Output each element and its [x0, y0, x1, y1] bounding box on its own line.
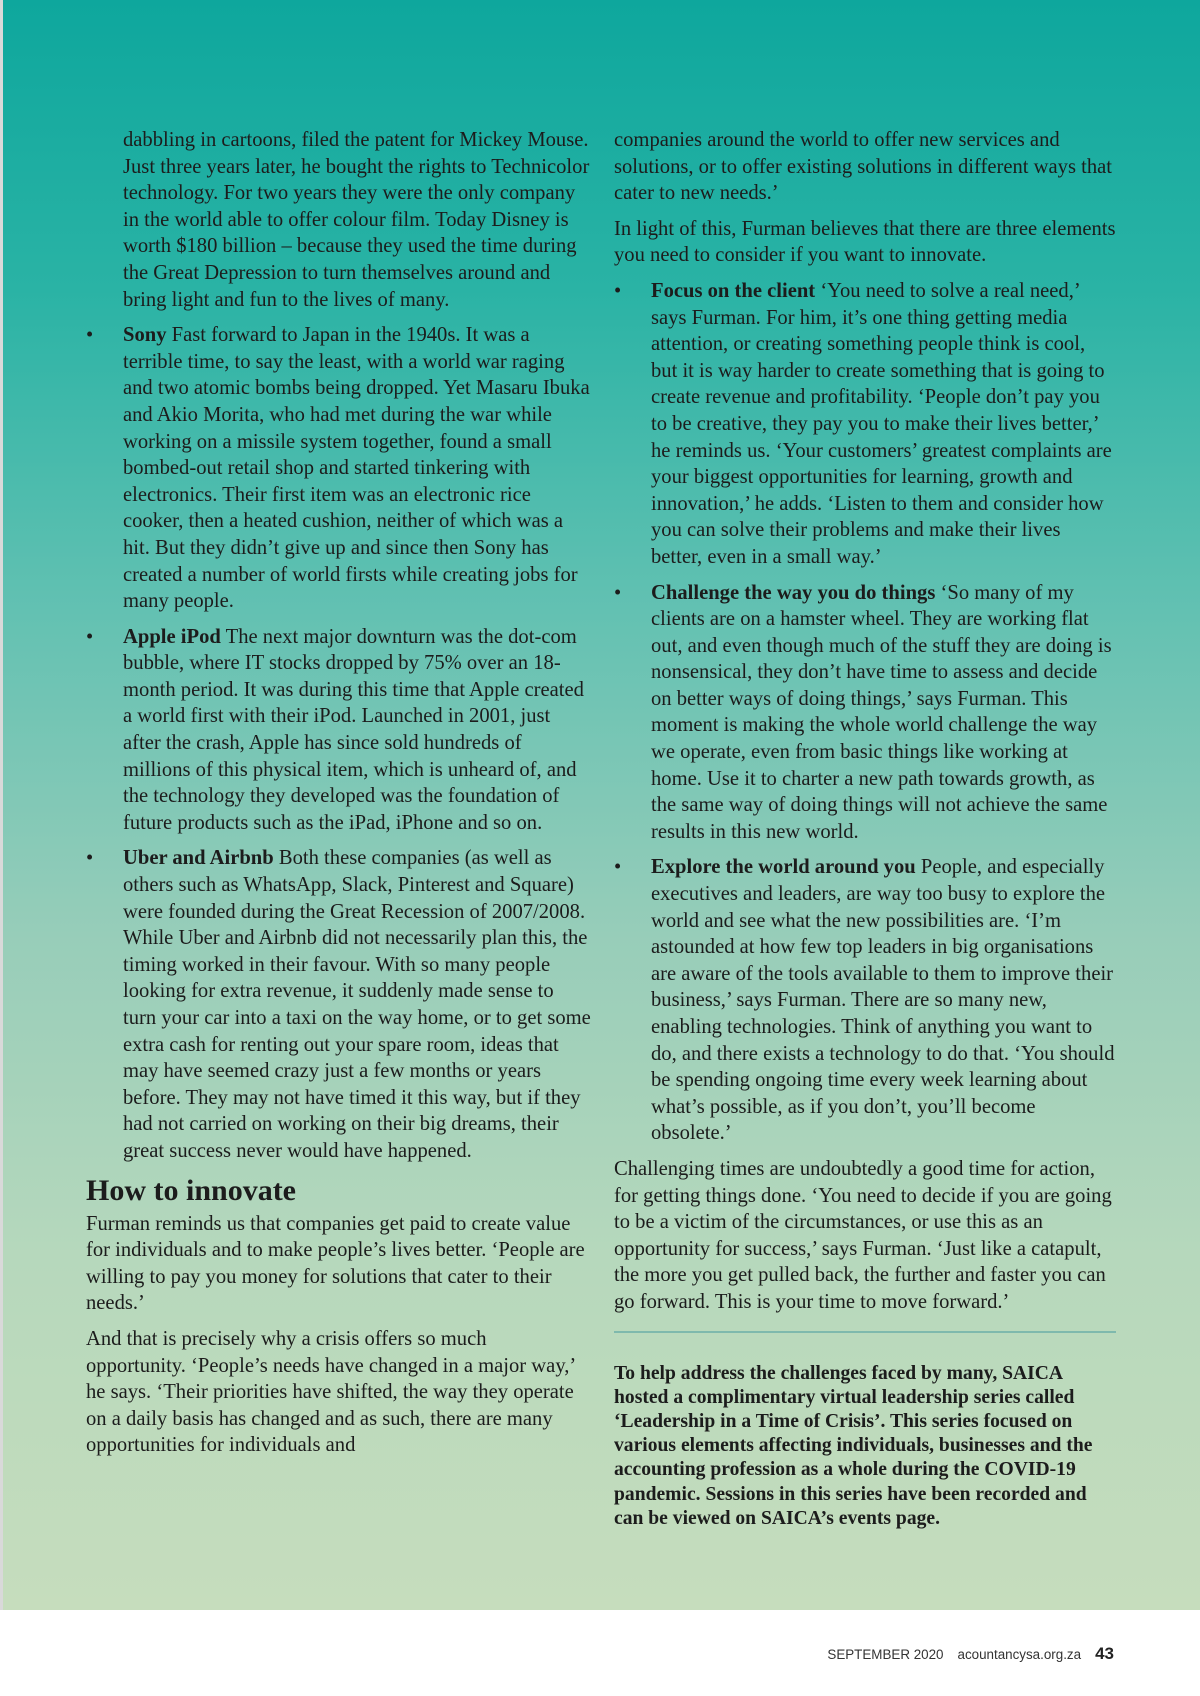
bullet-uber-airbnb [86, 845, 591, 1164]
intro-paragraph: dabbling in cartoons, filed the patent for Mickey Mouse. Just three years later, he bought the rights to Technicolor technology. For two years they were the only company in the world able to offer colour film. Today Disney is worth $180 billion – because they used the time during the Great Depression to turn themselves around and bring light and fun to the lives of many. [123, 129, 590, 311]
bullet-dot: • [86, 324, 94, 347]
left-column [86, 127, 591, 1468]
page-number: 43 [1095, 1644, 1114, 1663]
divider [614, 1331, 1116, 1333]
footer-date: SEPTEMBER 2020 [827, 1647, 944, 1662]
bullet-text: ‘You need to solve a real need,’ says Furman. For him, it’s one thing getting media attention, or creating something people think is cool, but it is way harder to create something that is going to create revenue and profitability. ‘People don’t pay you to be creative, they pay you to make their lives better,’ he reminds us. ‘Your customers’ greatest complaints are your biggest opportunities for learning, growth and innovation,’ he adds. ‘Listen to them and consider how you can solve their problems and make their lives better, even in a small way.’ [651, 279, 1112, 568]
bullet-lead: Uber and Airbnb [123, 847, 274, 870]
bullet-dot: • [614, 581, 622, 604]
bullet-text: People, and especially executives and leaders, are way too busy to explore the world and see what the new possibilities are. ‘I’m astounded at how few top leaders in big organisations are aware of the tools available to them to improve their business,’ says Furman. There are so many new, enabling technologies. Think of anything you want to do, and there exists a technology to do that. ‘You should be spending ongoing time every week learning about what’s possible, as if you don’t, you’ll become obsolete.’ [651, 856, 1115, 1145]
body-paragraph: Challenging times are undoubtedly a good time for action, for getting things done. ‘You need to decide if you are going to be a victim of the circumstances, or use this as an opportunity for success,’ says Furman. ‘Just like a catapult, the more you get pulled back, the further and faster you can go forward. This is your time to move forward.’ [614, 1157, 1112, 1313]
right-column [614, 127, 1116, 1531]
section-heading: How to innovate [86, 1173, 296, 1207]
bullet-dot: • [614, 856, 622, 879]
page-footer [827, 1644, 1114, 1664]
bullet-dot: • [614, 279, 622, 302]
body-paragraph: Furman reminds us that companies get paid to create value for individuals and to make people’s lives better. ‘People are willing to pay you money for solutions that cater to their needs.’ [86, 1212, 585, 1315]
body-paragraph: In light of this, Furman believes that there are three elements you need to consider if you want to innovate. [614, 217, 1116, 267]
bullet-text: ‘So many of my clients are on a hamster wheel. They are working flat out, and even though much of the stuff they are doing is nonsensical, they don’t have time to assess and decide on better ways of doing things,’ says Furman. This moment is making the whole world challenge the way we operate, even from basic things like working at home. Use it to charter a new path towards growth, as the same way of doing things will not achieve the same results in this new world. [651, 581, 1112, 843]
bullet-apple-ipod [86, 624, 591, 837]
bullet-lead: Sony [123, 324, 167, 347]
page-edge [0, 0, 3, 1610]
bullet-lead: Challenge the way you do things [651, 581, 936, 604]
bullet-lead: Explore the world around you [651, 856, 916, 879]
bullet-challenge [614, 580, 1116, 846]
bullet-sony [86, 322, 591, 615]
saica-note: To help address the challenges faced by many, SAICA hosted a complimentary virtual leadership series called ‘Leadership in a Time of Crisis’. This series focused on various elements affecting individuals, businesses and the accounting profession as a whole during the COVID-19 pandemic. Sessions in this series have been recorded and can be viewed on SAICA’s events page. [614, 1362, 1093, 1529]
bullet-explore [614, 854, 1116, 1147]
bullet-text: The next major downturn was the dot-com bubble, where IT stocks dropped by 75% over an 18-month period. It was during this time that Apple created a world first with their iPod. Launched in 2001, just after the crash, Apple has since sold hundreds of millions of this physical item, which is unheard of, and the technology they developed was the foundation of future products such as the iPad, iPhone and so on. [123, 625, 584, 834]
bullet-dot: • [86, 847, 94, 870]
bullet-text: Fast forward to Japan in the 1940s. It was a terrible time, to say the least, with a world war raging and two atomic bombs being dropped. Yet Masaru Ibuka and Akio Morita, who had met during the war while working on a missile system together, found a small bombed-out retail shop and started tinkering with electronics. Their first item was an electronic rice cooker, then a heated cushion, neither of which was a hit. But they didn’t give up and since then Sony has created a number of world firsts while creating jobs for many people. [123, 324, 590, 613]
bullet-text: Both these companies (as well as others such as WhatsApp, Slack, Pinterest and Square) were founded during the Great Recession of 2007/2008. While Uber and Airbnb did not necessarily plan this, the timing worked in their favour. With so many people looking for extra revenue, it suddenly made sense to turn your car into a taxi on the way home, or to get some extra cash for renting out your spare room, ideas that may have seemed crazy just a few months or years before. They may not have timed it this way, but if they had not carried on working on their big dreams, their great success never would have happened. [123, 847, 591, 1162]
bullet-lead: Focus on the client [651, 279, 816, 302]
body-paragraph: companies around the world to offer new services and solutions, or to offer existing solutions in different ways that cater to new needs.’ [614, 129, 1113, 205]
bullet-focus-client [614, 278, 1116, 571]
footer-site: acountancysa.org.za [957, 1647, 1082, 1662]
bullet-dot: • [86, 625, 94, 648]
bullet-lead: Apple iPod [123, 625, 221, 648]
body-paragraph: And that is precisely why a crisis offers so much opportunity. ‘People’s needs have changed in a major way,’ he says. ‘Their priorities have shifted, the way they operate on a daily basis has changed and as such, there are many opportunities for individuals and [86, 1327, 575, 1457]
